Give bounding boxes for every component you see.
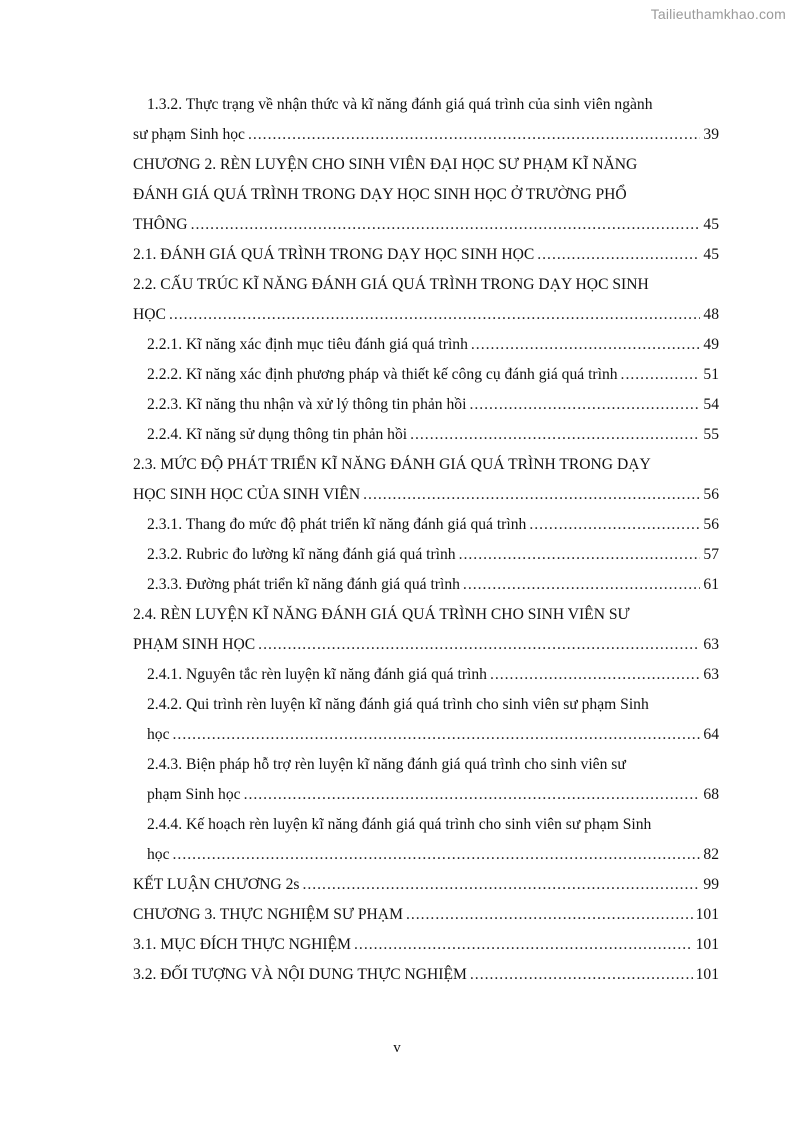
dot-leader [302, 870, 700, 900]
dot-leader [537, 240, 700, 270]
toc-line [133, 300, 719, 330]
toc-line [133, 900, 719, 930]
toc-page-number: 45 [703, 216, 719, 233]
toc-page-number: 63 [703, 636, 719, 653]
page-number: v [393, 1040, 401, 1056]
dot-leader [173, 840, 701, 870]
toc-entry-text: 1.3.2. Thực trạng về nhận thức và kĩ năng đánh giá quá trình của sinh viên ngành [147, 96, 653, 113]
toc-page-number: 57 [703, 546, 719, 563]
toc-entry-text: sư phạm Sinh học [133, 126, 245, 143]
toc-line [133, 600, 719, 630]
toc-entry-text: 2.2.1. Kĩ năng xác định mục tiêu đánh giá quá trình [147, 336, 468, 353]
toc-entry-text: 2.3. MỨC ĐỘ PHÁT TRIỂN KĨ NĂNG ĐÁNH GIÁ QUÁ TRÌNH TRONG DẠY [133, 456, 651, 473]
toc-page-number: 56 [703, 516, 719, 533]
toc-entry-text: 2.2. CẤU TRÚC KĨ NĂNG ĐÁNH GIÁ QUÁ TRÌNH TRONG DẠY HỌC SINH [133, 276, 649, 293]
toc-line [133, 810, 719, 840]
toc-page-number: 56 [703, 486, 719, 503]
dot-leader [354, 930, 693, 960]
toc-line [133, 240, 719, 270]
dot-leader [191, 210, 701, 240]
toc-page-number: 49 [703, 336, 719, 353]
toc-line [133, 510, 719, 540]
toc-page-number: 101 [695, 936, 719, 953]
toc-line [133, 690, 719, 720]
toc-entry-text: 2.3.1. Thang đo mức độ phát triển kĩ năng đánh giá quá trình [147, 516, 527, 533]
toc-page-number: 63 [703, 666, 719, 683]
table-of-contents [133, 90, 719, 990]
toc-line [133, 180, 719, 210]
toc-line [133, 210, 719, 240]
dot-leader [406, 900, 693, 930]
dot-leader [490, 660, 700, 690]
toc-entry-text: HỌC SINH HỌC CỦA SINH VIÊN [133, 486, 361, 503]
toc-entry-text: PHẠM SINH HỌC [133, 636, 256, 653]
toc-line [133, 750, 719, 780]
dot-leader [410, 420, 700, 450]
toc-line [133, 570, 719, 600]
toc-entry-text: học [147, 726, 170, 743]
toc-line [133, 390, 719, 420]
toc-line [133, 360, 719, 390]
toc-line [133, 120, 719, 150]
toc-page-number: 39 [703, 126, 719, 143]
dot-leader [463, 570, 700, 600]
dot-leader [470, 960, 693, 990]
toc-page-number: 64 [703, 726, 719, 743]
toc-entry-text: CHƯƠNG 3. THỰC NGHIỆM SƯ PHẠM [133, 906, 403, 923]
toc-line [133, 840, 719, 870]
dot-leader [621, 360, 701, 390]
toc-line [133, 630, 719, 660]
toc-line [133, 780, 719, 810]
toc-entry-text: 2.4.2. Qui trình rèn luyện kĩ năng đánh giá quá trình cho sinh viên sư phạm Sinh [147, 696, 649, 713]
toc-page-number: 82 [703, 846, 719, 863]
toc-entry-text: CHƯƠNG 2. RÈN LUYỆN CHO SINH VIÊN ĐẠI HỌC SƯ PHẠM KĨ NĂNG [133, 156, 638, 173]
toc-line [133, 450, 719, 480]
dot-leader [469, 390, 700, 420]
toc-entry-text: 2.4.4. Kế hoạch rèn luyện kĩ năng đánh giá quá trình cho sinh viên sư phạm Sinh [147, 816, 652, 833]
toc-entry-text: THÔNG [133, 216, 188, 233]
toc-entry-text: 2.4.3. Biện pháp hỗ trợ rèn luyện kĩ năng đánh giá quá trình cho sinh viên sư [147, 756, 626, 773]
toc-entry-text: 2.2.2. Kĩ năng xác định phương pháp và thiết kế công cụ đánh giá quá trình [147, 366, 618, 383]
toc-line [133, 420, 719, 450]
toc-line [133, 330, 719, 360]
toc-entry-text: 2.2.3. Kĩ năng thu nhận và xử lý thông tin phản hồi [147, 396, 467, 413]
toc-page-number: 68 [703, 786, 719, 803]
toc-line [133, 90, 719, 120]
toc-page-number: 48 [703, 306, 719, 323]
toc-line [133, 930, 719, 960]
toc-line [133, 150, 719, 180]
toc-page-number: 45 [703, 246, 719, 263]
dot-leader [471, 330, 701, 360]
dot-leader [363, 480, 700, 510]
toc-entry-text: 3.2. ĐỐI TƯỢNG VÀ NỘI DUNG THỰC NGHIỆM [133, 966, 467, 983]
toc-entry-text: 2.3.2. Rubric đo lường kĩ năng đánh giá quá trình [147, 546, 456, 563]
dot-leader [169, 300, 700, 330]
toc-entry-text: 2.4. RÈN LUYỆN KĨ NĂNG ĐÁNH GIÁ QUÁ TRÌNH CHO SINH VIÊN SƯ [133, 606, 630, 623]
toc-page-number: 54 [703, 396, 719, 413]
dot-leader [529, 510, 700, 540]
toc-entry-text: KẾT LUẬN CHƯƠNG 2s [133, 876, 300, 893]
toc-entry-text: HỌC [133, 306, 166, 323]
toc-entry-text: ĐÁNH GIÁ QUÁ TRÌNH TRONG DẠY HỌC SINH HỌC Ở TRƯỜNG PHỔ [133, 186, 627, 203]
dot-leader [248, 120, 700, 150]
watermark-text: Tailieuthamkhao.com [650, 6, 786, 22]
toc-page-number: 99 [703, 876, 719, 893]
toc-line [133, 270, 719, 300]
dot-leader [258, 630, 700, 660]
toc-line [133, 960, 719, 990]
toc-page-number: 51 [703, 366, 719, 383]
toc-entry-text: 2.4.1. Nguyên tắc rèn luyện kĩ năng đánh giá quá trình [147, 666, 487, 683]
dot-leader [244, 780, 701, 810]
toc-entry-text: 2.3.3. Đường phát triển kĩ năng đánh giá quá trình [147, 576, 460, 593]
toc-entry-text: 2.1. ĐÁNH GIÁ QUÁ TRÌNH TRONG DẠY HỌC SINH HỌC [133, 246, 535, 263]
toc-entry-text: 3.1. MỤC ĐÍCH THỰC NGHIỆM [133, 936, 352, 953]
dot-leader [173, 720, 701, 750]
toc-line [133, 720, 719, 750]
toc-page-number: 101 [695, 966, 719, 983]
dot-leader [459, 540, 701, 570]
toc-entry-text: phạm Sinh học [147, 786, 241, 803]
toc-page-number: 101 [695, 906, 719, 923]
toc-line [133, 660, 719, 690]
toc-page-number: 55 [703, 426, 719, 443]
toc-line [133, 870, 719, 900]
toc-entry-text: học [147, 846, 170, 863]
toc-entry-text: 2.2.4. Kĩ năng sử dụng thông tin phản hồi [147, 426, 408, 443]
toc-line [133, 480, 719, 510]
toc-line [133, 540, 719, 570]
toc-page-number: 61 [703, 576, 719, 593]
